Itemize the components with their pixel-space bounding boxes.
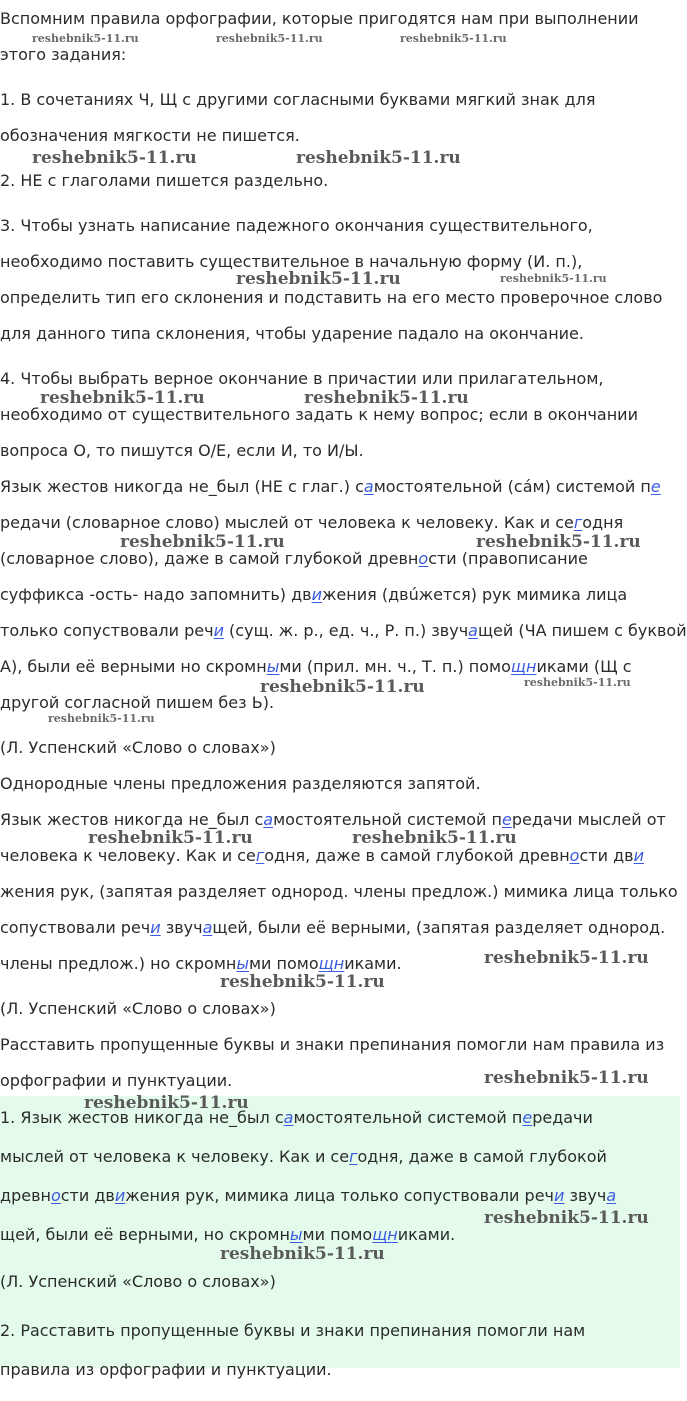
text: иками (Щ с <box>536 657 632 676</box>
rule-2-line-1: 2. НЕ с глаголами пишется раздельно. <box>0 171 329 190</box>
punct-line-3: жения рук, (запятая разделяет однород. члены предлож.) мимика лица только <box>0 882 678 901</box>
inserted-letter: и <box>554 1186 565 1205</box>
watermark: reshebnik5-11.ru <box>32 148 197 168</box>
inserted-letter: щн <box>372 1225 398 1244</box>
text: жения рук, мимика лица только сопуствовали реч <box>125 1186 554 1205</box>
watermark: reshebnik5-11.ru <box>524 676 631 689</box>
text: сти дв <box>579 846 634 865</box>
intro-line-2: этого задания: <box>0 45 127 64</box>
conclusion-line-2: орфографии и пунктуации. <box>0 1071 233 1090</box>
text: жения (двúжется) рук мимика лица <box>322 585 628 604</box>
rule-3-line-4: для данного типа склонения, чтобы ударение падало на окончание. <box>0 324 584 343</box>
inserted-letter: г <box>255 846 265 865</box>
analysis-line-1 <box>0 477 661 497</box>
punct-line-4 <box>0 918 665 938</box>
inserted-letter: ы <box>266 657 280 676</box>
answer-line-4 <box>0 1225 455 1245</box>
inserted-letter: о <box>418 549 429 568</box>
text: сопуствовали реч <box>0 918 151 937</box>
text: мостоятельной системой п <box>293 1108 523 1127</box>
inserted-letter: а <box>606 1186 617 1205</box>
answer-2-line-1: 2. Расставить пропущенные буквы и знаки препинания помогли нам <box>0 1321 586 1340</box>
watermark: reshebnik5-11.ru <box>484 1208 649 1228</box>
inserted-letter: а <box>263 810 274 829</box>
text: щей (ЧА пишем с буквой <box>477 621 687 640</box>
punct-line-1 <box>0 810 666 830</box>
inserted-letter: е <box>522 1108 533 1127</box>
text: Язык жестов никогда не_был (НЕ с глаг.) с <box>0 477 364 496</box>
rule-4-line-2: необходимо от существительного задать к нему вопрос; если в окончании <box>0 405 638 424</box>
text: сти (правописание <box>428 549 588 568</box>
punct-line-5 <box>0 954 402 974</box>
inserted-letter: и <box>213 621 224 640</box>
inserted-letter: ы <box>289 1225 303 1244</box>
answer-line-3 <box>0 1186 616 1206</box>
text: щей, были её верными, (запятая разделяет однород. <box>212 918 666 937</box>
text: ми помо <box>248 954 319 973</box>
text: редачи (словарное слово) мыслей от человека к человеку. Как и се <box>0 513 574 532</box>
punct-source: (Л. Успенский «Слово о словах») <box>0 999 276 1018</box>
text: редачи <box>532 1108 593 1127</box>
text: ми помо <box>302 1225 373 1244</box>
watermark: reshebnik5-11.ru <box>220 1244 385 1264</box>
answer-source: (Л. Успенский «Слово о словах») <box>0 1272 276 1291</box>
analysis-line-7: другой согласной пишем без Ь). <box>0 693 275 712</box>
analysis-source: (Л. Успенский «Слово о словах») <box>0 738 276 757</box>
watermark: reshebnik5-11.ru <box>484 948 649 968</box>
text: иками. <box>397 1225 456 1244</box>
watermark: reshebnik5-11.ru <box>400 32 507 45</box>
analysis-line-5 <box>0 621 687 641</box>
text: иками. <box>344 954 402 973</box>
text: мостоятельной (сáм) системой п <box>373 477 651 496</box>
watermark: reshebnik5-11.ru <box>84 1093 249 1113</box>
text: древн <box>0 1186 51 1205</box>
inserted-letter: е <box>650 477 661 496</box>
watermark: reshebnik5-11.ru <box>32 32 139 45</box>
rule-3-line-2: необходимо поставить существительное в начальную форму (И. п.), <box>0 252 583 271</box>
inserted-letter: г <box>573 513 583 532</box>
watermark: reshebnik5-11.ru <box>236 269 401 289</box>
text: щей, были её верными, но скромн <box>0 1225 290 1244</box>
watermark: reshebnik5-11.ru <box>48 712 155 725</box>
text: мостоятельной системой п <box>273 810 502 829</box>
text: одня <box>582 513 624 532</box>
intro-line-1: Вспомним правила орфографии, которые пригодятся нам при выполнении <box>0 9 639 28</box>
inserted-letter: а <box>202 918 213 937</box>
inserted-letter: и <box>633 846 644 865</box>
text: сти дв <box>60 1186 115 1205</box>
analysis-line-6 <box>0 657 631 677</box>
text: мыслей от человека к человеку. Как и се <box>0 1147 350 1166</box>
watermark: reshebnik5-11.ru <box>500 272 607 285</box>
inserted-letter: а <box>468 621 478 640</box>
text: человека к человеку. Как и се <box>0 846 256 865</box>
rule-1-line-1: 1. В сочетаниях Ч, Щ с другими согласными буквами мягкий знак для <box>0 90 596 109</box>
text: суффикса -ость- надо запомнить) дв <box>0 585 312 604</box>
text: 1. Язык жестов никогда не_был с <box>0 1108 284 1127</box>
watermark: reshebnik5-11.ru <box>260 677 425 697</box>
text: одня, даже в самой глубокой <box>357 1147 607 1166</box>
inserted-letter: о <box>50 1186 61 1205</box>
inserted-letter: и <box>114 1186 126 1205</box>
rule-4-line-1: 4. Чтобы выбрать верное окончание в причастии или прилагательном, <box>0 369 604 388</box>
answer-line-2 <box>0 1147 607 1167</box>
text: Язык жестов никогда не_был с <box>0 810 264 829</box>
text: ми (прил. мн. ч., Т. п.) помо <box>279 657 511 676</box>
text: звуч <box>160 918 203 937</box>
inserted-letter: и <box>311 585 323 604</box>
text: одня, даже в самой глубокой древн <box>264 846 570 865</box>
answer-2-line-2-clipped: правила из орфографии и пунктуации. <box>0 1360 332 1379</box>
analysis-line-2 <box>0 513 623 533</box>
text: члены предлож.) но скромн <box>0 954 237 973</box>
watermark: reshebnik5-11.ru <box>88 828 253 848</box>
inserted-letter: о <box>569 846 580 865</box>
text: редачи мыслей от <box>511 810 666 829</box>
watermark: reshebnik5-11.ru <box>120 532 285 552</box>
text: (словарное слово), даже в самой глубокой древн <box>0 549 419 568</box>
watermark: reshebnik5-11.ru <box>296 148 461 168</box>
inserted-letter: г <box>349 1147 358 1166</box>
rule-3-line-3: определить тип его склонения и подставить на его место проверочное слово <box>0 288 663 307</box>
analysis-line-4 <box>0 585 627 605</box>
rule-1-line-2: обозначения мягкости не пишется. <box>0 126 300 145</box>
rule-3-line-1: 3. Чтобы узнать написание падежного окончания существительного, <box>0 216 593 235</box>
watermark: reshebnik5-11.ru <box>476 532 641 552</box>
watermark: reshebnik5-11.ru <box>40 388 205 408</box>
watermark: reshebnik5-11.ru <box>352 828 517 848</box>
inserted-letter: и <box>150 918 161 937</box>
inserted-letter: е <box>502 810 512 829</box>
text: А), были её верными но скромн <box>0 657 267 676</box>
watermark: reshebnik5-11.ru <box>304 388 469 408</box>
punct-line-2 <box>0 846 644 866</box>
inserted-letter: щн <box>318 954 345 973</box>
watermark: reshebnik5-11.ru <box>220 972 385 992</box>
commas-note: Однородные члены предложения разделяются запятой. <box>0 774 481 793</box>
text: только сопуствовали реч <box>0 621 214 640</box>
watermark: reshebnik5-11.ru <box>216 32 323 45</box>
inserted-letter: щн <box>510 657 537 676</box>
inserted-letter: а <box>283 1108 294 1127</box>
conclusion-line-1: Расставить пропущенные буквы и знаки препинания помогли нам правила из <box>0 1035 665 1054</box>
watermark: reshebnik5-11.ru <box>484 1068 649 1088</box>
rule-4-line-3: вопроса О, то пишутся О/Е, если И, то И/Ы. <box>0 441 364 460</box>
text: звуч <box>564 1186 607 1205</box>
inserted-letter: ы <box>236 954 249 973</box>
analysis-line-3 <box>0 549 588 569</box>
inserted-letter: а <box>363 477 374 496</box>
text: (сущ. ж. р., ед. ч., Р. п.) звуч <box>223 621 469 640</box>
